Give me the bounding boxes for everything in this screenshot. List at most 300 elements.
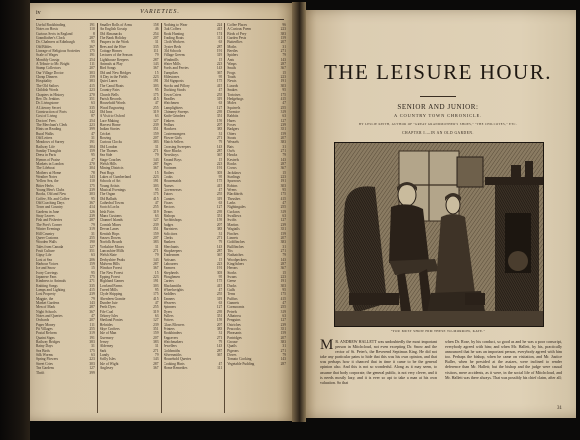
index-entry-title: Shopkeepers xyxy=(163,248,182,253)
index-entry-title: Herons xyxy=(227,266,238,271)
book-gutter xyxy=(292,2,306,422)
index-entry-title: Jewellers xyxy=(163,344,177,349)
index-entry-title: Garden Pests xyxy=(227,36,247,41)
index-entry-title: Lost Property xyxy=(36,292,56,297)
index-entry-title: Saddlers xyxy=(163,292,176,297)
index-entry-page: 239 xyxy=(280,322,286,327)
index-entry-title: Lace Making xyxy=(99,118,119,123)
index-entry-title: Paper Money xyxy=(36,322,56,327)
index-entry-title: Owls xyxy=(227,148,235,153)
index-entry-page: 31 xyxy=(218,331,223,336)
index-entry-page: 159 xyxy=(89,75,95,80)
index-entry-title: Hints on Reading xyxy=(36,127,62,132)
index-entry-title: Lundy xyxy=(99,353,110,358)
index-entry-title: Old Inns xyxy=(99,109,113,114)
index-entry-title: Dr. Livingstone xyxy=(36,101,59,106)
index-entry-title: Manx Customs xyxy=(99,214,122,219)
index-entry-title: Beetles xyxy=(227,49,238,54)
index-entry-page: 224 xyxy=(216,23,223,27)
index-entry-page: 287 xyxy=(280,361,286,366)
index-entry-page: 304 xyxy=(89,166,95,171)
index-entry-title: Cost of Living xyxy=(36,114,57,119)
index-entry-page: 255 xyxy=(216,192,223,197)
index-entry-title: An English Gossip xyxy=(99,27,127,32)
index-entry-page: 143 xyxy=(280,357,286,362)
index-entry-page: 383 xyxy=(280,31,286,36)
index-entry-page: 414 xyxy=(89,205,95,210)
index-entry-page: 143 xyxy=(280,257,286,262)
index-entry-page: 351 xyxy=(153,227,159,232)
index-entry-page: 191 xyxy=(89,335,95,340)
index-entry-title: Bats xyxy=(227,144,234,149)
index-entry-title: Town Criers xyxy=(163,92,182,97)
index-entry-title: Dr. Chalmers at Edinburgh xyxy=(36,40,75,45)
index-entry-title: Books, Old and New xyxy=(36,192,67,197)
index-entry-page: 159 xyxy=(89,148,95,153)
index-entry-page: 254 xyxy=(89,57,95,62)
index-entry-title: Anglesey xyxy=(99,366,114,371)
index-entry xyxy=(227,362,286,366)
index-entry-page: 47 xyxy=(154,201,159,206)
index-entry-page: 270 xyxy=(89,162,95,166)
index-entry-page: 191 xyxy=(216,266,223,271)
index-entry-title: Storks xyxy=(227,270,237,275)
index-entry-page: 239 xyxy=(153,122,159,127)
index-entry-title: Milestones xyxy=(163,75,180,80)
index-entry-page: 399 xyxy=(89,127,95,132)
index-entry-page: 335 xyxy=(89,283,95,288)
index-entry-title: Mothers at Home xyxy=(36,170,62,175)
index-entry-title: Watchmakers xyxy=(163,340,183,345)
index-entry-title: Irish Fairs xyxy=(99,209,115,214)
index-entry-title: Old Bibles xyxy=(36,44,52,49)
index-entry-page: 255 xyxy=(280,305,286,310)
index-entry-page: 175 xyxy=(280,292,286,297)
index-entry-title: Old Signposts xyxy=(163,79,184,84)
index-entry-page: 175 xyxy=(216,279,223,284)
index-entry-page: 159 xyxy=(216,318,223,323)
index-entry-page: 47 xyxy=(91,314,95,319)
index-entry-page: 158 xyxy=(153,23,159,27)
index-entry-page: 383 xyxy=(153,240,159,245)
index-entry-title: Cooks xyxy=(163,175,173,180)
index-entry-title: Kestrels xyxy=(227,157,240,162)
index-entry-title: Ducking Stools xyxy=(163,88,186,93)
index-entry-title: Dundee Jute xyxy=(99,301,118,305)
index-entry-title: Animals at Play xyxy=(99,62,123,67)
index-entry-page: 207 xyxy=(89,66,95,71)
index-entry-page: 223 xyxy=(216,62,223,67)
index-entry-page: 127 xyxy=(153,118,159,123)
index-entry-page: 223 xyxy=(153,75,159,80)
index-entry-page: 335 xyxy=(153,44,159,49)
index-entry-title: Yellow Sea, the xyxy=(36,179,59,184)
index-entry-title: Spiders xyxy=(227,53,239,58)
index-entry-title: Tits xyxy=(227,248,233,253)
index-entry-title: Useful Bookbinding xyxy=(36,23,66,27)
index-entry-title: Clyde Shipping xyxy=(99,292,123,297)
index-entry-title: Night Schools xyxy=(36,309,57,314)
index-entry-page: 335 xyxy=(89,105,95,110)
index-entry-page: 46 xyxy=(154,27,159,32)
index-entry-title: Quails xyxy=(227,344,237,349)
index-entry-page: 127 xyxy=(153,318,159,323)
index-entry-page: 79 xyxy=(218,340,223,345)
index-entry-title: Sea Side xyxy=(99,153,113,158)
article-column-1 xyxy=(320,339,437,411)
index-entry-title: Pheasants xyxy=(227,331,242,336)
index-entry-page: 319 xyxy=(280,309,286,314)
index-entry-title: Lectures of the Season xyxy=(99,53,133,58)
index-entry-page: 143 xyxy=(89,175,95,180)
index-entry-title: Water Mills xyxy=(163,62,181,67)
index-entry-title: Costermongers xyxy=(163,131,186,136)
index-entry-page: 255 xyxy=(280,205,286,210)
index-entry-title: Labourers xyxy=(163,261,179,266)
index-entry-page: 223 xyxy=(153,274,159,279)
index-entry-title: Highland Games xyxy=(99,279,125,284)
index-entry-title: Monthly Gossip xyxy=(36,57,60,62)
index-entry-title: Mining Districts xyxy=(99,166,124,171)
index-entry-page: 191 xyxy=(153,179,159,184)
index-entry-title: Weasels xyxy=(227,140,239,145)
index-entry-title: Old Almanacks xyxy=(99,31,123,36)
index-entry-title: Lowland Farms xyxy=(99,283,123,288)
index-entry-page: 159 xyxy=(280,36,286,41)
index-entry-page: 31 xyxy=(282,244,286,249)
index-entry-page: 254 xyxy=(153,31,159,36)
index-entry-title: Wasps xyxy=(227,62,237,67)
index-entry-title: Potters xyxy=(163,318,174,323)
index-entry-page: 367 xyxy=(153,66,159,71)
index-entry-title: A Tribute to Mr. Bright xyxy=(36,62,70,67)
index-entry-page: 191 xyxy=(280,279,286,284)
index-entry-title: Musical Evenings xyxy=(99,188,126,193)
index-entry-page: 8 xyxy=(92,31,95,36)
index-entry-title: Welsh Slate xyxy=(99,253,117,258)
index-entry-page: 31 xyxy=(154,344,159,349)
index-entry-title: Harvest Home xyxy=(99,122,121,127)
index-entry-title: The Lifeboat xyxy=(36,166,55,171)
index-entry-title: Nuthatches xyxy=(227,253,244,258)
index-entry-page: 271 xyxy=(89,279,95,284)
index-entry-page: 351 xyxy=(89,96,95,101)
index-entry-page: 159 xyxy=(153,131,159,136)
right-page-number: 31 xyxy=(557,406,562,411)
index-entry-title: Welsh Hills xyxy=(99,162,117,166)
index-entry-title: Rural Walks xyxy=(36,131,54,136)
index-entry-page: 47 xyxy=(154,101,159,106)
index-entry-title: Isle of Wight xyxy=(99,361,119,366)
index-entry-page: 367 xyxy=(280,166,286,171)
index-entry-page: 383 xyxy=(89,79,95,84)
index-entry-page: 255 xyxy=(216,292,223,297)
index-entry-page: 207 xyxy=(280,40,286,45)
index-entry-page: 383 xyxy=(280,340,286,345)
index-entry-title: Old London xyxy=(99,144,118,149)
index-entry-title: Fruit Culture xyxy=(36,248,55,253)
index-entry-page: 95 xyxy=(282,188,286,193)
index-entry-page: 95 xyxy=(154,88,159,93)
index-entry-page: 383 xyxy=(153,140,159,145)
index-entry-page: 255 xyxy=(216,92,223,97)
index-entry-title: Butterflies xyxy=(227,40,243,45)
index-entry-page: 79 xyxy=(91,296,95,301)
index-entry-page: 143 xyxy=(153,357,159,362)
index-entry-title: Ivory Carvings xyxy=(36,270,58,275)
index-entry-title: Kentish Hops xyxy=(99,231,120,236)
running-head: VARIETIES. xyxy=(140,9,180,15)
index-entry-title: Street Cries xyxy=(36,361,53,366)
index-entry-title: Book Hunting xyxy=(163,31,184,36)
index-entry-title: Shoe Blacks xyxy=(163,148,182,153)
index-entry-title: Guernsey xyxy=(99,335,114,340)
index-entry-title: Jackdaws xyxy=(227,170,242,175)
index-entry-title: Swans xyxy=(227,274,237,279)
index-entry-page: 223 xyxy=(280,274,286,279)
index-entry-page: 159 xyxy=(89,261,95,266)
index-entry-page: 79 xyxy=(91,222,95,227)
index-entry-page: 207 xyxy=(153,36,159,41)
masthead: THE LEISURE HOUR. xyxy=(324,60,552,84)
index-entry-page: 271 xyxy=(280,148,286,153)
index-entry-page: 415 xyxy=(153,96,159,101)
index-entry-title: Village Greens xyxy=(163,53,185,58)
index-entry-title: Ants xyxy=(227,57,235,62)
index-entry-title: Silk Worms xyxy=(36,353,53,358)
index-entry-title: A Visit to Oxford xyxy=(99,114,125,119)
index-entry-page: 415 xyxy=(216,283,223,288)
index-entry-page: 287 xyxy=(280,162,286,166)
index-entry-title: Oyster Beds xyxy=(163,44,182,49)
index-entry-title: Nightingales xyxy=(227,205,246,210)
index-entry-title: Bishops xyxy=(163,214,176,219)
index-entry-page: 351 xyxy=(153,127,159,132)
index-entry-title: Housemaids xyxy=(163,179,182,184)
index-entry-title: Household Queries xyxy=(163,357,192,362)
index-entry-title: Rowing xyxy=(99,135,112,140)
index-entry-title: Woodpeckers xyxy=(227,257,247,262)
index-entry-title: Ploughmen xyxy=(163,274,180,279)
index-entry xyxy=(164,366,223,370)
index-entry-title: Oak Coffers xyxy=(163,27,182,32)
index-entry-title: Ostriches xyxy=(227,322,241,327)
index-entry-page: 95 xyxy=(91,196,95,201)
index-entry-page: 15 xyxy=(218,257,223,262)
index-entry-title: Hymns of Praise xyxy=(36,157,60,162)
index-entry-page: 79 xyxy=(282,353,286,358)
index-entry-page: 303 xyxy=(89,70,95,75)
index-entry-title: Peacocks xyxy=(227,327,241,332)
index-entry-title: Larks xyxy=(227,201,236,206)
index-entry-page: 239 xyxy=(89,292,95,297)
index-entry-page: 47 xyxy=(282,201,286,206)
index-entry-page: 143 xyxy=(280,157,286,162)
index-entry-page: 255 xyxy=(153,205,159,210)
index-entry-page: 367 xyxy=(89,201,95,206)
index-entry-page: 303 xyxy=(280,183,286,188)
index-entry-title: Malvern Hills xyxy=(99,261,120,266)
index-entry-page: 287 xyxy=(216,248,223,253)
index-entry-title: Coffee Places xyxy=(227,23,248,27)
index-entry-page: 47 xyxy=(154,301,159,305)
index-entry-title: Kindness to Animals xyxy=(36,279,66,284)
index-entry-title: Scale of Wages xyxy=(36,53,58,58)
index-entry-title: Men of Mark xyxy=(36,305,56,310)
index-entry-title: Alderney xyxy=(99,344,114,349)
index-entry-page: 415 xyxy=(153,196,159,201)
index-entry-page: 239 xyxy=(153,222,159,227)
index-entry-title: Footmen xyxy=(163,166,177,171)
index-entry-title: Bankers xyxy=(163,240,176,245)
index-entry-page: 95 xyxy=(154,287,159,292)
index-entry-title: The Bank Holiday xyxy=(99,36,127,41)
index-entry-title: Tinkers xyxy=(163,118,175,123)
index-entry-title: Flower Girls xyxy=(163,135,182,140)
index-entry-page: 47 xyxy=(282,301,286,305)
index-entry-page: 191 xyxy=(280,79,286,84)
index-entry-page: 287 xyxy=(280,261,286,266)
index-entry-title: Tales from Canada xyxy=(36,244,64,249)
index-entry-title: Tradesmen xyxy=(163,253,180,258)
left-page-number: iv xyxy=(36,10,41,16)
index-entry-page: 239 xyxy=(89,188,95,193)
index-entry-page: 111 xyxy=(217,36,223,41)
index-entry-page: 207 xyxy=(216,122,223,127)
index-entry-page: 127 xyxy=(153,218,159,223)
index-entry-title: The Old Sailors xyxy=(36,83,59,88)
index-entry-page: 175 xyxy=(89,348,95,353)
index-entry-title: Meadows of Surrey xyxy=(36,140,65,145)
index-entry-page: 223 xyxy=(89,122,95,127)
index-entry-title: Indian Stories xyxy=(99,127,120,132)
index-entry-page: 239 xyxy=(216,109,223,114)
index-entry-title: Grandfather's Clock xyxy=(36,36,65,41)
index-entry-page: 383 xyxy=(280,240,286,245)
index-columns xyxy=(34,23,288,413)
index-column xyxy=(225,23,288,413)
index-entry-title: Match Sellers xyxy=(163,140,184,145)
index-entry-title: Swallows xyxy=(227,214,242,219)
index-entry-title: Fish and Fisheries xyxy=(36,218,63,223)
index-entry-page: 191 xyxy=(89,140,95,145)
index-entry-page: 287 xyxy=(89,36,95,41)
index-entry-page: 47 xyxy=(218,287,223,292)
index-entry-title: Jersey xyxy=(99,340,109,345)
index-entry-title: Rooks xyxy=(227,162,237,166)
index-entry-title: Wooden Walls xyxy=(36,240,57,245)
index-entry-title: Frogs xyxy=(227,70,236,75)
index-entry-page: 31 xyxy=(91,231,95,236)
index-entry-title: Watchmen xyxy=(163,101,179,106)
index-entry-title: Toads xyxy=(227,75,236,80)
index-entry-page: 63 xyxy=(218,40,223,45)
index-entry-page: 239 xyxy=(216,309,223,314)
index-entry-title: Cheap Dinners xyxy=(36,75,58,80)
index-entry-title: Harbour Voices xyxy=(36,261,59,266)
index-entry-page: 415 xyxy=(280,196,286,201)
index-entry-page: 367 xyxy=(153,366,159,371)
index-entry-title: Hebrides xyxy=(99,322,113,327)
index-entry-page: 87 xyxy=(91,114,95,119)
index-entry-page: 367 xyxy=(216,253,223,258)
index-entry-page: 287 xyxy=(153,261,159,266)
divider-rule xyxy=(420,96,456,97)
index-entry-page: 79 xyxy=(154,153,159,158)
index-entry-title: Sunday Thoughts xyxy=(36,148,62,153)
index-entry-page: 111 xyxy=(89,322,95,327)
index-entry-title: Moles xyxy=(227,101,237,106)
index-entry-page: 143 xyxy=(216,244,223,249)
index-entry-page: 223 xyxy=(280,75,286,80)
index-entry-title: Japanese Fans xyxy=(36,274,57,279)
index-entry-page: 159 xyxy=(280,131,286,136)
index-entry-title: Isle of Man xyxy=(99,331,117,336)
index-entry-page: 15 xyxy=(218,57,223,62)
index-entry-title: Old Letters xyxy=(36,135,53,140)
index-entry-page: 415 xyxy=(216,183,223,188)
index-entry-page: 127 xyxy=(216,205,223,210)
index-entry-title: Old Coaching Days xyxy=(36,201,65,206)
index-entry-title: Goldsmiths xyxy=(163,348,181,353)
index-entry-title: Hill Country xyxy=(36,231,55,236)
index-entry-title: Knitting Songs xyxy=(36,283,58,288)
index-entry-page: 15 xyxy=(91,266,95,271)
index-entry-page: 15 xyxy=(154,170,159,175)
index-entry-title: Gannets xyxy=(227,301,240,305)
index-entry-page: 79 xyxy=(282,53,286,58)
index-entry-page: 319 xyxy=(216,296,223,301)
index-entry-page: 383 xyxy=(216,127,223,132)
index-entry-title: Gulls xyxy=(227,287,236,292)
index-entry-page: 191 xyxy=(280,179,286,184)
index-entry-title: Cathedral Towns xyxy=(99,201,125,206)
index-entry-title: Turnpikes xyxy=(163,70,178,75)
index-entry-title: Our Village Doctor xyxy=(36,70,64,75)
index-entry-page: 15 xyxy=(154,70,159,75)
index-entry-page: 31 xyxy=(154,144,159,149)
index-entry-title: Derbyshire Peaks xyxy=(99,257,125,262)
index-entry-page: 175 xyxy=(153,192,159,197)
index-entry-title: Pages xyxy=(163,162,172,166)
index-entry-page: 255 xyxy=(280,105,286,110)
index-entry-title: Lighthouse Keepers xyxy=(99,57,129,62)
index-entry-page: 223 xyxy=(153,175,159,180)
index-entry-page: 111 xyxy=(217,366,223,371)
index-entry-title: Moths xyxy=(227,44,237,49)
index-entry-page: 47 xyxy=(91,131,95,136)
index-entry-page: 415 xyxy=(89,83,95,88)
index-entry-title: Sparrows xyxy=(227,179,241,184)
index-entry-title: Gipsy Life xyxy=(36,253,52,258)
index-entry-title: Glass Blowers xyxy=(163,322,185,327)
index-entry-title: Newts xyxy=(227,79,237,84)
index-entry-title: Curates xyxy=(163,196,175,201)
index-entry-page: 143 xyxy=(153,257,159,262)
index-entry-title: Doctors' Fees xyxy=(36,118,56,123)
index-entry-title: Tea Gardens xyxy=(36,366,55,371)
index-entry-page: 287 xyxy=(216,348,223,353)
index-entry-title: Markets in London xyxy=(36,162,64,166)
index-entry-page: 79 xyxy=(282,253,286,258)
index-entry-title: Newsboys xyxy=(163,153,179,158)
index-entry-page: 351 xyxy=(89,248,95,253)
index-entry-title: Dyers xyxy=(163,309,173,314)
index-entry-title: Sark xyxy=(99,348,107,353)
index-entry-page: 303 xyxy=(280,83,286,88)
index-column xyxy=(98,23,162,413)
index-entry-page: 95 xyxy=(218,274,223,279)
